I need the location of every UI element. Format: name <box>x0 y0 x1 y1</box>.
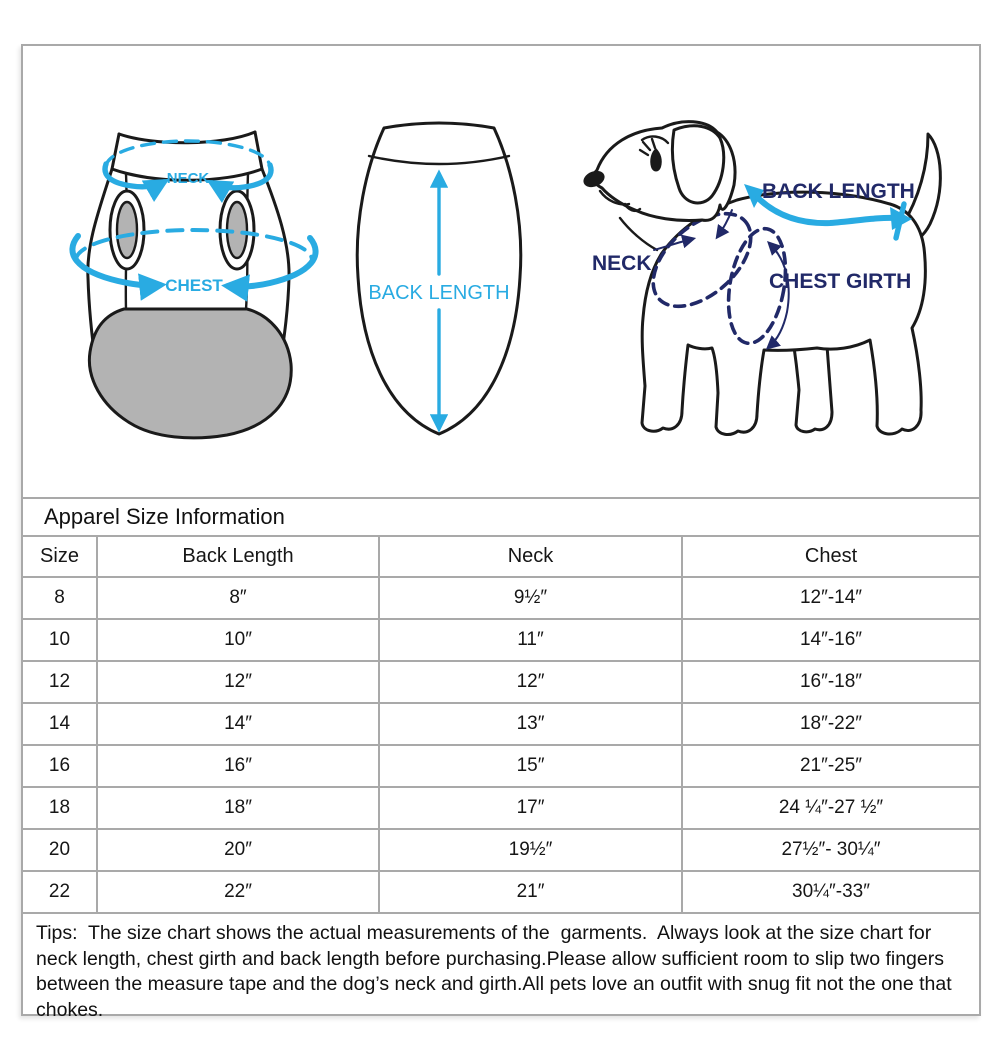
back-collar-seam <box>369 156 509 164</box>
col-header-back-length: Back Length <box>96 537 378 576</box>
back-length-label: BACK LENGTH <box>368 282 510 304</box>
back-length-value: 22″ <box>96 872 378 912</box>
dog-chest-girth-label: CHEST GIRTH <box>769 270 912 293</box>
tips-note: Tips: The size chart shows the actual measurements of the garments. Always look at the size chart for neck length, chest girth and back length before purchasing.Please allow sufficient room to slip two fingers between the measure tape and the dog’s neck and girth.All pets love an outfit with snug fit not the one that chokes. <box>23 912 979 1029</box>
left-sleeve <box>110 191 144 269</box>
table-title: Apparel Size Information <box>44 504 285 529</box>
front-neck-label: NECK <box>166 170 210 187</box>
garment-back-diagram <box>342 112 542 447</box>
col-header-chest: Chest <box>681 537 979 576</box>
back-length-value: 16″ <box>96 746 378 786</box>
neck-value: 11″ <box>378 620 681 660</box>
size-value: 10 <box>48 629 71 650</box>
table-row <box>23 702 979 744</box>
size-value: 12 <box>48 671 71 692</box>
size-value: 20 <box>48 839 71 860</box>
size-chart-frame <box>21 44 981 1021</box>
table-row <box>23 786 979 828</box>
col-header-neck: Neck <box>378 537 681 576</box>
neck-dashed-ring <box>106 141 270 167</box>
table-row <box>23 618 979 660</box>
table-title-row <box>23 497 979 535</box>
chest-value: 18″-22″ <box>681 704 979 744</box>
table-row <box>23 870 979 912</box>
front-chest-label: CHEST <box>165 276 223 295</box>
back-length-value: 8″ <box>96 578 378 618</box>
neck-value: 19½″ <box>378 830 681 870</box>
col-header-size: Size <box>40 545 79 567</box>
size-value: 14 <box>48 713 71 734</box>
table-row <box>23 576 979 618</box>
table-header-row <box>23 535 979 576</box>
size-value: 16 <box>48 755 71 776</box>
chest-value: 24 ¼″-27 ½″ <box>681 788 979 828</box>
size-value: 8 <box>54 587 65 608</box>
dog-neck-label: NECK <box>592 252 652 275</box>
back-length-value: 20″ <box>96 830 378 870</box>
dog-diagram <box>572 98 982 448</box>
garment-front-diagram <box>62 112 322 447</box>
table-row <box>23 828 979 870</box>
neck-value: 9½″ <box>378 578 681 618</box>
chest-value: 12″-14″ <box>681 578 979 618</box>
chest-value: 21″-25″ <box>681 746 979 786</box>
table-row <box>23 744 979 786</box>
back-length-value: 10″ <box>96 620 378 660</box>
dog-back-length-label: BACK LENGTH <box>762 180 915 203</box>
neck-value: 21″ <box>378 872 681 912</box>
chest-value: 16″-18″ <box>681 662 979 702</box>
neck-value: 12″ <box>378 662 681 702</box>
garment-skirt <box>89 309 291 438</box>
back-length-value: 18″ <box>96 788 378 828</box>
dog-chin-line <box>620 218 657 250</box>
back-length-value: 14″ <box>96 704 378 744</box>
table-row <box>23 660 979 702</box>
back-length-value: 12″ <box>96 662 378 702</box>
neck-value: 13″ <box>378 704 681 744</box>
neck-value: 17″ <box>378 788 681 828</box>
size-value: 18 <box>48 797 71 818</box>
neck-value: 15″ <box>378 746 681 786</box>
size-value: 22 <box>48 881 71 902</box>
chest-value: 27½″- 30¼″ <box>681 830 979 870</box>
dog-far-rear-leg <box>794 346 832 432</box>
chest-value: 14″-16″ <box>681 620 979 660</box>
measurement-diagrams <box>23 46 979 497</box>
chest-value: 30¼″-33″ <box>681 872 979 912</box>
dog-ear <box>672 126 723 203</box>
